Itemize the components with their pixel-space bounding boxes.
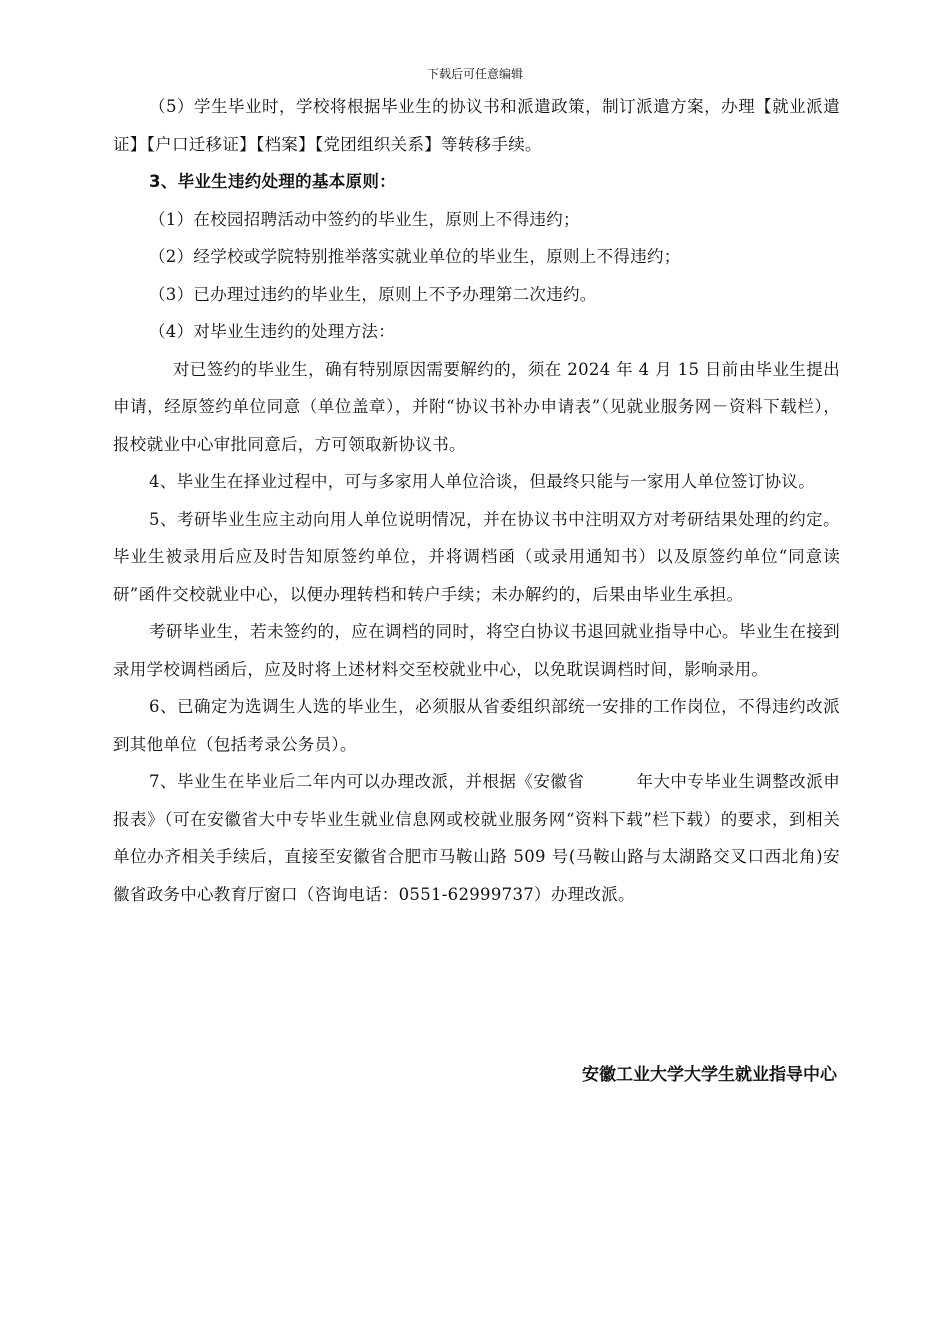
paragraph-rule-1: （1）在校园招聘活动中签约的毕业生，原则上不得违约； bbox=[149, 209, 580, 229]
paragraph-postgrad: 考研毕业生，若未签约的，应在调档的同时，将空白协议书退回就业指导中心。毕业生在接到录用学校调档函后，应及时将上述材料交至校就业中心，以免耽误调档时间，影响录用。 bbox=[113, 622, 840, 679]
paragraph-item-7 bbox=[113, 763, 840, 913]
signature-organization: 安徽工业大学大学生就业指导中心 bbox=[582, 1065, 837, 1085]
paragraph-dispatch: （5）学生毕业时，学校将根据毕业生的协议书和派遣政策，制订派遣方案，办理【就业派遣证】【户口迁移证】【档案】【党团组织关系】等转移手续。 bbox=[113, 97, 840, 154]
paragraph-breach-method: 对已签约的毕业生，确有特别原因需要解约的，须在 2024 年 4 月 15 日前由毕业生提出申请，经原签约单位同意（单位盖章），并附“协议书补办申请表”（见就业服务网－资料下载栏），报校就业中心审批同意后，方可领取新协议书。 bbox=[113, 359, 840, 454]
document-body bbox=[113, 88, 840, 913]
paragraph-item-5: 5、考研毕业生应主动向用人单位说明情况，并在协议书中注明双方对考研结果处理的约定。毕业生被录用后应及时告知原签约单位，并将调档函（或录用通知书）以及原签约单位“同意读研”函件交校就业中心，以便办理转档和转户手续；未办解约的，后果由毕业生承担。 bbox=[113, 509, 840, 604]
paragraph-rule-4: （4）对毕业生违约的处理方法： bbox=[149, 322, 395, 341]
page-header-note: 下载后可任意编辑 bbox=[426, 67, 523, 81]
paragraph-item-7-part-a: 7、毕业生在毕业后二年内可以办理改派，并根据《安徽省 bbox=[149, 772, 585, 791]
paragraph-item-6: 6、已确定为选调生人选的毕业生，必须服从省委组织部统一安排的工作岗位，不得违约改派到其他单位（包括考录公务员）。 bbox=[113, 697, 840, 754]
paragraph-rule-2: （2）经学校或学院特别推举落实就业单位的毕业生，原则上不得违约； bbox=[149, 247, 681, 266]
paragraph-item-7-part-b: 年大中专毕业生调整改派申报表》（可在安徽省大中专毕业生就业信息网或校就业服务网“资料下载”栏下载）的要求，到相关单位办齐相关手续后，直接至安徽省合肥市马鞍山路 509 号(马鞍山路与太湖路交叉口西北角)安徽省政务中心教育厅窗口（咨询电话：0551-62999737）办理改派。 bbox=[113, 772, 840, 904]
paragraph-item-4: 4、毕业生在择业过程中，可与多家用人单位洽谈，但最终只能与一家用人单位签订协议。 bbox=[149, 472, 815, 491]
section-heading-breach-principles: 3、毕业生违约处理的基本原则： bbox=[149, 172, 396, 191]
paragraph-rule-3: （3）已办理过违约的毕业生，原则上不予办理第二次违约。 bbox=[149, 284, 597, 304]
